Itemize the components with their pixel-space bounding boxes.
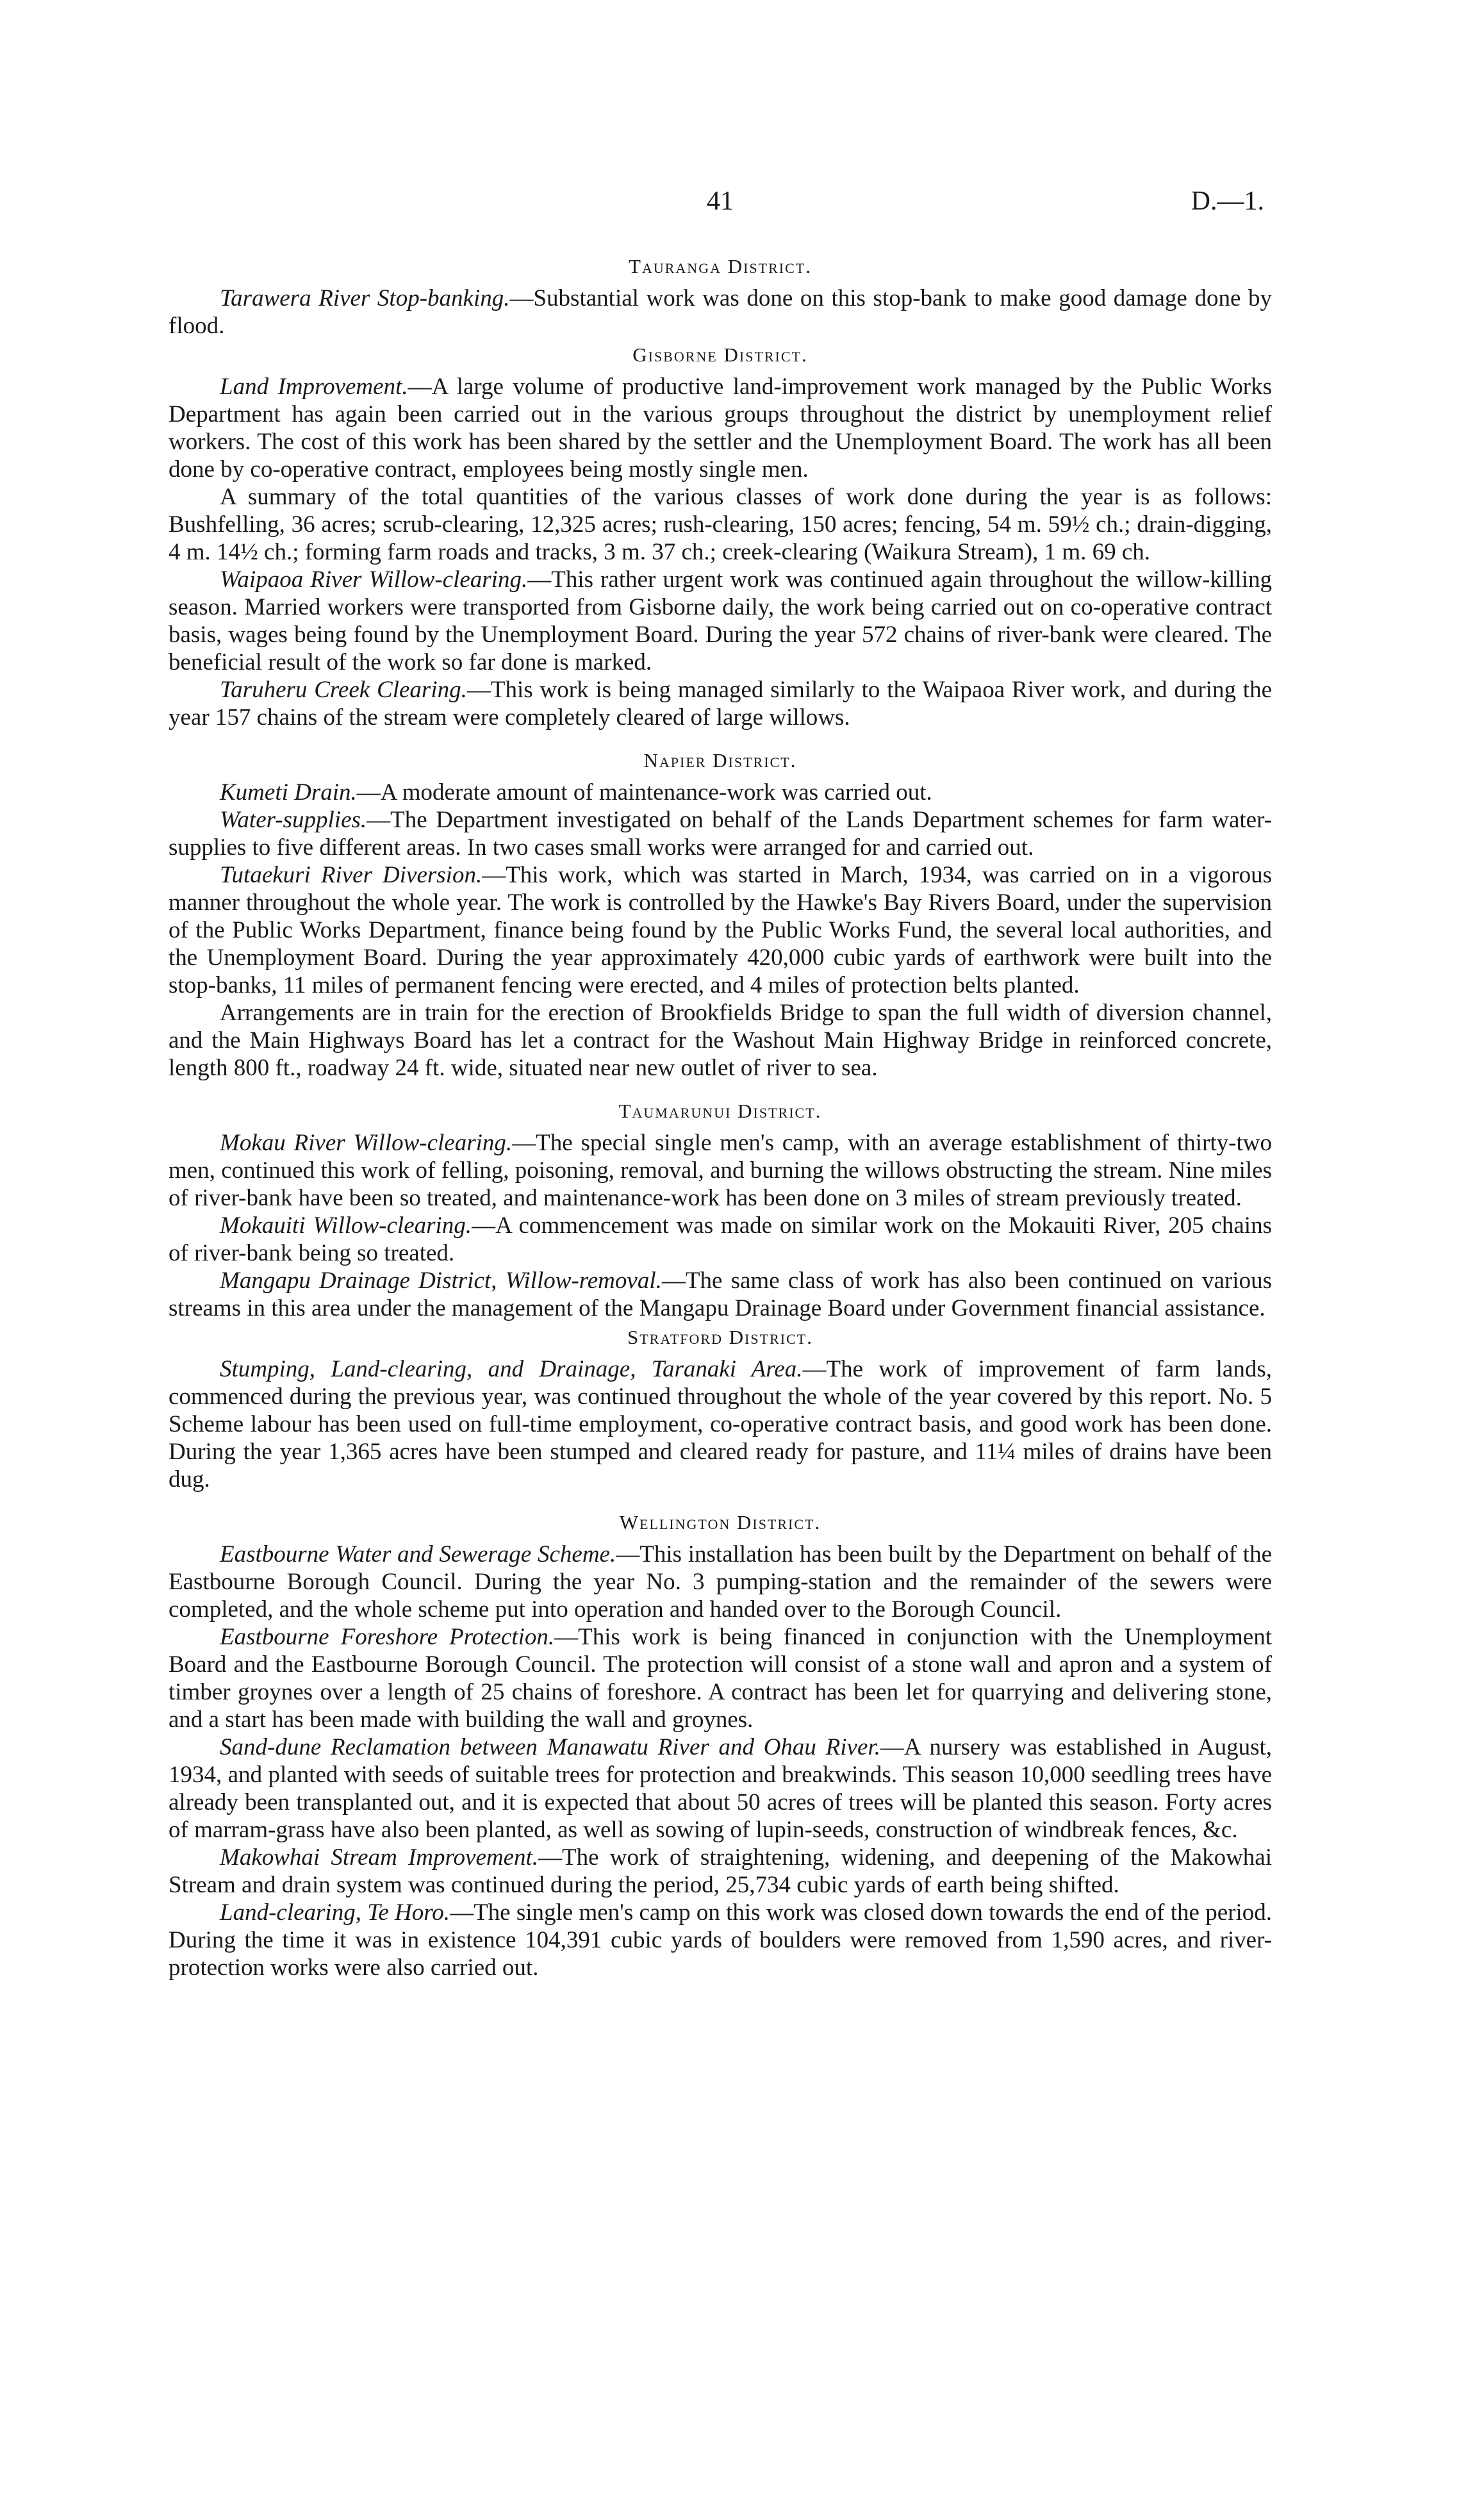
paragraph-text: —The work of straightening, widening, and deepening of the Makowhai Stream and drain system was continued during the period, 25,734 cubic yards of earth being shifted. xyxy=(169,1844,1272,1898)
paragraph xyxy=(169,483,1272,566)
paragraph-heading: Mokau River Willow-clearing. xyxy=(220,1130,513,1156)
paragraph-heading: Stumping, Land-clearing, and Drainage, Taranaki Area. xyxy=(220,1356,803,1382)
paragraph xyxy=(169,1129,1272,1212)
paragraph xyxy=(169,779,1272,806)
district-heading-taumarunui: Taumarunui District. xyxy=(618,1100,822,1122)
paragraph-heading: Land Improvement. xyxy=(220,374,408,400)
page-header xyxy=(169,186,1272,237)
paragraph-heading: Land-clearing, Te Horo. xyxy=(220,1899,450,1926)
paragraph xyxy=(169,285,1272,340)
paragraph-text: —The work of improvement of farm lands, commenced during the previous year, was continued throughout the whole of the year covered by this report. No. 5 Scheme labour has been used on full-time employment, co-operative contract basis, and good work has been done. During the year 1,365 acres have been stumped and cleared ready for pasture, and 11¼ miles of drains have been dug. xyxy=(169,1356,1272,1492)
paragraph xyxy=(169,861,1272,999)
paragraph-text: A summary of the total quantities of the various classes of work done during the year is as follows: Bushfelling, 36 acres; scrub-clearing, 12,325 acres; rush-clearing, 150 acres; fencing, 54 m. 59½ ch.; drain-digging, 4 m. 14½ ch.; forming farm roads and tracks, 3 m. 37 ch.; creek-clearing (Waikura Stream), 1 m. 69 ch. xyxy=(169,484,1272,565)
document-page xyxy=(169,186,1272,1981)
paragraph xyxy=(169,999,1272,1082)
district-heading-napier: Napier District. xyxy=(643,749,797,772)
paragraph xyxy=(169,1355,1272,1493)
paragraph-text: —This work is being financed in conjunction with the Unemployment Board and the Eastbourne Borough Council. The protection will consist of a stone wall and apron and a system of timber groynes over a length of 25 chains of foreshore. A contract has been let for quarrying and delivering stone, and a start has been made with building the wall and groynes. xyxy=(169,1624,1273,1733)
paragraph-heading: Waipaoa River Willow-clearing. xyxy=(220,566,528,593)
paragraph-heading: Eastbourne Foreshore Protection. xyxy=(220,1624,555,1650)
district-heading-tauranga: Tauranga District. xyxy=(629,255,812,277)
district-heading-stratford: Stratford District. xyxy=(627,1326,813,1348)
paragraph-heading: Tutaekuri River Diversion. xyxy=(220,862,482,888)
paragraph-heading: Taruheru Creek Clearing. xyxy=(220,677,467,703)
paragraph xyxy=(169,676,1272,731)
paragraph xyxy=(169,1267,1272,1322)
paragraph xyxy=(169,1844,1272,1899)
paragraph xyxy=(169,1899,1272,1981)
paragraph xyxy=(169,1623,1272,1733)
paragraph-text: —A nursery was established in August, 1934, and planted with seeds of suitable trees for protection and breakwinds. This season 10,000 seedling trees have already been transplanted out, and it is expected that about 50 acres of trees will be planted this season. Forty acres of marram-grass have also been planted, as well as sowing of lupin-seeds, construction of windbreak fences, &c. xyxy=(169,1734,1272,1843)
paragraph-heading: Mokauiti Willow-clearing. xyxy=(220,1212,472,1239)
paragraph-text: —This installation has been built by the Department on behalf of the Eastbourne Borough Council. During the year No. 3 pumping-station and the remainder of the sewers were completed, and the whole scheme put into operation and handed over to the Borough Council. xyxy=(169,1541,1272,1623)
paragraph xyxy=(169,1733,1272,1844)
paragraph-heading: Water-supplies. xyxy=(220,807,367,833)
paragraph-text: —The Department investigated on behalf of the Lands Department schemes for farm water-supplies to five different areas. In two cases small works were arranged for and carried out. xyxy=(169,807,1272,861)
paragraph xyxy=(169,806,1272,861)
paragraph-text: —The single men's camp on this work was closed down towards the end of the period. During the time it was in existence 104,391 cubic yards of boulders were removed from 1,590 acres, and river-protection works were also carried out. xyxy=(169,1899,1272,1981)
paragraph-text: —The special single men's camp, with an average establishment of thirty-two men, continued this work of felling, poisoning, removal, and burning the willows obstructing the stream. Nine miles of river-bank have been so treated, and maintenance-work has been done on 3 miles of stream previously treated. xyxy=(169,1130,1272,1211)
paragraph-text: Arrangements are in train for the erection of Brookfields Bridge to span the full width of diversion channel, and the Main Highways Board has let a contract for the Washout Main Highway Bridge in reinforced concrete, length 800 ft., roadway 24 ft. wide, situated near new outlet of river to sea. xyxy=(169,1000,1272,1081)
paragraph-heading: Eastbourne Water and Sewerage Scheme. xyxy=(220,1541,616,1567)
document-reference: D.—1. xyxy=(1191,186,1264,216)
paragraph-text: —The same class of work has also been continued on various streams in this area under the management of the Mangapu Drainage Board under Government financial assistance. xyxy=(169,1268,1272,1321)
district-heading-gisborne: Gisborne District. xyxy=(632,343,808,366)
paragraph-text: —Substantial work was done on this stop-bank to make good damage done by flood. xyxy=(169,285,1272,339)
district-heading-wellington: Wellington District. xyxy=(619,1511,821,1534)
paragraph-text: —A moderate amount of maintenance-work was carried out. xyxy=(356,779,932,806)
paragraph xyxy=(169,1541,1272,1623)
paragraph xyxy=(169,1212,1272,1267)
page-number: 41 xyxy=(707,186,734,216)
paragraph-text: —This work, which was started in March, 1934, was carried on in a vigorous manner throughout the whole year. The work is controlled by the Hawke's Bay Rivers Board, under the supervision of the Public Works Department, finance being found by the Public Works Fund, the several local authorities, and the Unemployment Board. During the year approximately 420,000 cubic yards of earthwork were built into the stop-banks, 11 miles of permanent fencing were erected, and 4 miles of protection belts planted. xyxy=(169,862,1273,998)
paragraph-text: —This rather urgent work was continued again throughout the willow-killing season. Married workers were transported from Gisborne daily, the work being carried out on co-operative contract basis, wages being found by the Unemployment Board. During the year 572 chains of river-bank were cleared. The beneficial result of the work so far done is marked. xyxy=(169,566,1272,675)
paragraph-heading: Mangapu Drainage District, Willow-removal. xyxy=(220,1268,662,1294)
paragraph-text: —This work is being managed similarly to the Waipaoa River work, and during the year 157 chains of the stream were completely cleared of large willows. xyxy=(169,677,1272,731)
paragraph-heading: Tarawera River Stop-banking. xyxy=(220,285,510,311)
paragraph xyxy=(169,566,1272,676)
paragraph-heading: Makowhai Stream Improvement. xyxy=(220,1844,539,1871)
paragraph xyxy=(169,373,1272,483)
paragraph-heading: Sand-dune Reclamation between Manawatu River and Ohau River. xyxy=(220,1734,880,1760)
paragraph-text: —A large volume of productive land-improvement work managed by the Public Works Department has again been carried out in the various groups throughout the district by unemployment relief workers. The cost of this work has been shared by the settler and the Unemployment Board. The work has all been done by co-operative contract, employees being mostly single men. xyxy=(169,374,1272,483)
paragraph-text: —A commencement was made on similar work on the Mokauiti River, 205 chains of river-bank being so treated. xyxy=(169,1212,1272,1266)
paragraph-heading: Kumeti Drain. xyxy=(220,779,357,806)
